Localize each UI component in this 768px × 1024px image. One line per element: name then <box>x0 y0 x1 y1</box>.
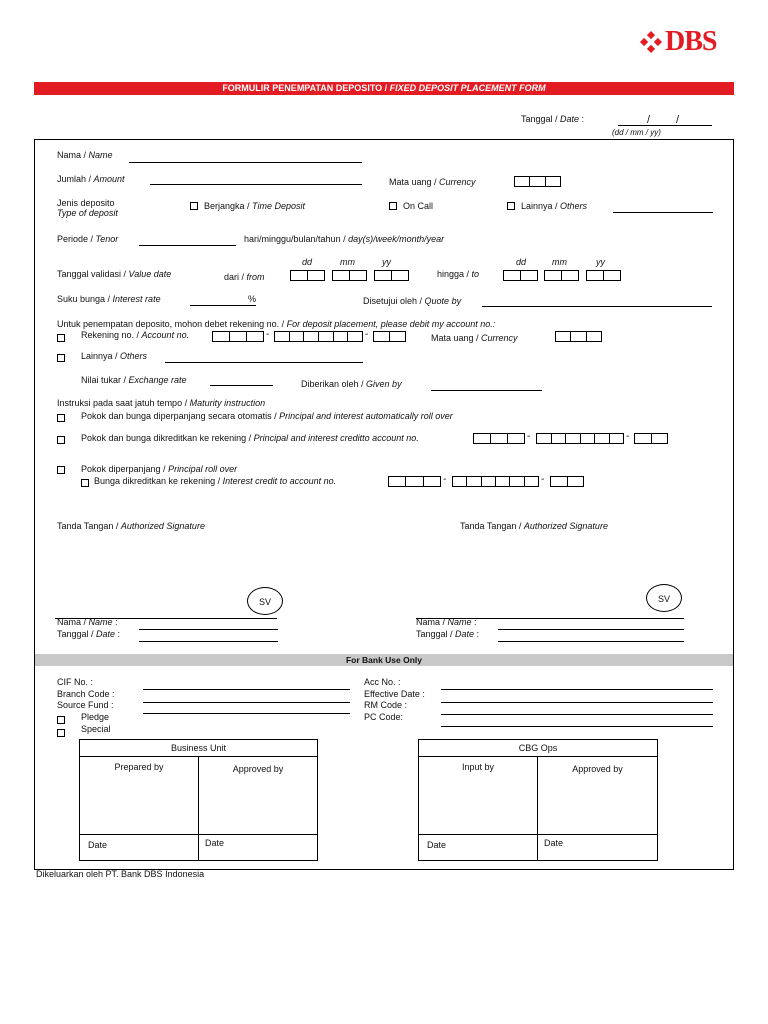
cbg-approved-date-cell[interactable]: Date <box>538 835 658 861</box>
tenor-label: Periode / Tenor <box>57 234 119 244</box>
footer-issuer: Dikeluarkan oleh PT. Bank DBS Indonesia <box>36 869 205 879</box>
time-deposit-label: Berjangka / Time Deposit <box>204 201 305 211</box>
roll-over-checkbox[interactable] <box>57 414 65 422</box>
sv-stamp-right: SV <box>646 584 682 612</box>
sign-date-right-field[interactable] <box>498 641 684 642</box>
account-branch-boxes[interactable] <box>212 331 264 342</box>
cbg-ops-table <box>418 739 658 861</box>
time-deposit-checkbox[interactable] <box>190 202 198 210</box>
interest-check-boxes[interactable] <box>550 476 584 487</box>
business-unit-table <box>79 739 318 861</box>
date-slash-2: / <box>676 114 680 126</box>
others-checkbox[interactable] <box>507 202 515 210</box>
percent-sign: % <box>248 294 257 304</box>
date-format: (dd / mm / yy) <box>612 128 661 137</box>
interest-dash-2: - <box>541 474 545 485</box>
account-label: Rekening no. / Account no. <box>81 330 190 340</box>
source-fund-field[interactable] <box>143 713 350 714</box>
tenor-unit-label: hari/minggu/bulan/tahun / day(s)/week/month/year <box>244 234 445 244</box>
account-check-boxes[interactable] <box>373 331 406 342</box>
others-field[interactable] <box>613 212 713 213</box>
currency-label: Mata uang / Currency <box>389 177 476 187</box>
pledge-label: Pledge <box>81 712 110 722</box>
logo-text: DBS <box>665 26 717 57</box>
from-mm-hint: mm <box>340 257 355 267</box>
to-yy-boxes[interactable] <box>586 270 621 281</box>
others-debit-field[interactable] <box>165 362 363 363</box>
sv-stamp-left: SV <box>247 587 283 615</box>
interest-rate-label: Suku bunga / Interest rate <box>57 294 161 304</box>
prepared-date-cell[interactable]: Date <box>80 835 199 861</box>
to-mm-boxes[interactable] <box>544 270 579 281</box>
sign-name-right-field[interactable] <box>498 629 684 630</box>
input-by-cell[interactable]: Input by <box>419 757 538 835</box>
sign-name-left-label: Nama / Name : <box>57 617 118 627</box>
principal-roll-checkbox[interactable] <box>57 466 65 474</box>
to-dd-hint: dd <box>516 257 527 267</box>
interest-credit-label: Bunga dikreditkan ke rekening / Interest credit to account no. <box>94 476 337 486</box>
from-dd-hint: dd <box>302 257 313 267</box>
to-label: hingga / to <box>437 269 480 279</box>
principal-roll-label: Pokok diperpanjang / Principal roll over <box>81 464 238 474</box>
name-field[interactable] <box>129 162 362 163</box>
tenor-field[interactable] <box>139 245 236 246</box>
pc-code-label: PC Code: <box>364 712 404 722</box>
given-by-field[interactable] <box>431 390 542 391</box>
quote-by-label: Disetujui oleh / Quote by <box>363 296 462 306</box>
signature-label-right: Tanda Tangan / Authorized Signature <box>460 521 608 531</box>
bank-use-header: For Bank Use Only <box>35 654 733 666</box>
pc-code-field[interactable] <box>441 726 713 727</box>
special-checkbox[interactable] <box>57 729 65 737</box>
from-dd-boxes[interactable] <box>290 270 325 281</box>
sign-date-left-field[interactable] <box>139 641 278 642</box>
exchange-rate-field[interactable] <box>210 385 273 386</box>
rm-code-label: RM Code : <box>364 700 408 710</box>
deposit-type-label: Jenis deposito Type of deposit <box>57 198 118 218</box>
debit-currency-boxes[interactable] <box>555 331 602 342</box>
exchange-rate-label: Nilai tukar / Exchange rate <box>81 375 187 385</box>
cbg-ops-header: CBG Ops <box>419 740 658 757</box>
sign-name-right-label: Nama / Name : <box>416 617 477 627</box>
others-debit-label: Lainnya / Others <box>81 351 148 361</box>
account-dash-2: - <box>365 329 369 340</box>
credit-number-boxes[interactable] <box>536 433 624 444</box>
maturity-label: Instruksi pada saat jatuh tempo / Maturity instruction <box>57 398 266 408</box>
acc-no-label: Acc No. : <box>364 677 401 687</box>
others-label: Lainnya / Others <box>521 201 588 211</box>
effective-date-field[interactable] <box>441 702 713 703</box>
credit-account-checkbox[interactable] <box>57 436 65 444</box>
effective-date-label: Effective Date : <box>364 689 425 699</box>
credit-account-label: Pokok dan bunga dikreditkan ke rekening / Principal and interest creditto account no. <box>81 433 419 443</box>
form-title-banner <box>34 82 734 95</box>
sign-date-right-label: Tanggal / Date : <box>416 629 480 639</box>
others-debit-checkbox[interactable] <box>57 354 65 362</box>
on-call-checkbox[interactable] <box>389 202 397 210</box>
approved-by-cell[interactable]: Approved by <box>199 757 318 835</box>
value-date-label: Tanggal validasi / Value date <box>57 269 172 279</box>
rm-code-field[interactable] <box>441 714 713 715</box>
credit-check-boxes[interactable] <box>634 433 668 444</box>
date-slash-1: / <box>647 114 651 126</box>
form-title-id: FORMULIR PENEMPATAN DEPOSITO / <box>222 83 390 93</box>
special-label: Special <box>81 724 111 734</box>
credit-dash-1: - <box>527 431 531 442</box>
business-unit-header: Business Unit <box>80 740 318 757</box>
interest-credit-checkbox[interactable] <box>81 479 89 487</box>
debit-instruction: Untuk penempatan deposito, mohon debet rekening no. / For deposit placement, please debit my account no.: <box>57 319 496 329</box>
account-dash-1: - <box>266 329 270 340</box>
cif-field[interactable] <box>143 689 350 690</box>
interest-dash-1: - <box>443 474 447 485</box>
form-title-en: FIXED DEPOSIT PLACEMENT FORM <box>389 83 546 93</box>
input-date-cell[interactable]: Date <box>419 835 538 861</box>
sign-date-left-label: Tanggal / Date : <box>57 629 121 639</box>
amount-label: Jumlah / Amount <box>57 174 125 184</box>
currency-boxes[interactable] <box>514 176 561 187</box>
from-yy-hint: yy <box>382 257 391 267</box>
dbs-logo <box>640 28 716 56</box>
pledge-checkbox[interactable] <box>57 716 65 724</box>
dbs-logo-mark-icon <box>640 31 662 53</box>
sign-name-left-field[interactable] <box>139 629 278 630</box>
branch-code-field[interactable] <box>143 702 350 703</box>
interest-number-boxes[interactable] <box>452 476 539 487</box>
from-mm-boxes[interactable] <box>332 270 367 281</box>
account-checkbox[interactable] <box>57 334 65 342</box>
credit-branch-boxes[interactable] <box>473 433 525 444</box>
date-label: Tanggal / Date : <box>521 114 585 124</box>
to-mm-hint: mm <box>552 257 567 267</box>
to-yy-hint: yy <box>596 257 605 267</box>
approved-date-cell[interactable]: Date <box>199 835 318 861</box>
debit-currency-label: Mata uang / Currency <box>431 333 518 343</box>
prepared-by-cell[interactable]: Prepared by <box>80 757 199 835</box>
to-dd-boxes[interactable] <box>503 270 538 281</box>
account-number-boxes[interactable] <box>274 331 363 342</box>
source-fund-label: Source Fund : <box>57 700 114 710</box>
date-line[interactable] <box>618 125 712 126</box>
credit-dash-2: - <box>626 431 630 442</box>
branch-code-label: Branch Code : <box>57 689 115 699</box>
from-yy-boxes[interactable] <box>374 270 409 281</box>
signature-label-left: Tanda Tangan / Authorized Signature <box>57 521 205 531</box>
interest-rate-field[interactable] <box>190 305 256 306</box>
from-label: dari / from <box>224 272 265 282</box>
cbg-approved-by-cell[interactable]: Approved by <box>538 757 658 835</box>
quote-by-field[interactable] <box>482 306 712 307</box>
name-label: Nama / Name <box>57 150 113 160</box>
cif-label: CIF No. : <box>57 677 94 687</box>
on-call-label: On Call <box>403 201 434 211</box>
roll-over-label: Pokok dan bunga diperpanjang secara otomatis / Principal and interest automatically roll over <box>81 411 453 421</box>
amount-field[interactable] <box>150 184 362 185</box>
interest-branch-boxes[interactable] <box>388 476 441 487</box>
given-by-label: Diberikan oleh / Given by <box>301 379 402 389</box>
acc-no-field[interactable] <box>441 689 713 690</box>
